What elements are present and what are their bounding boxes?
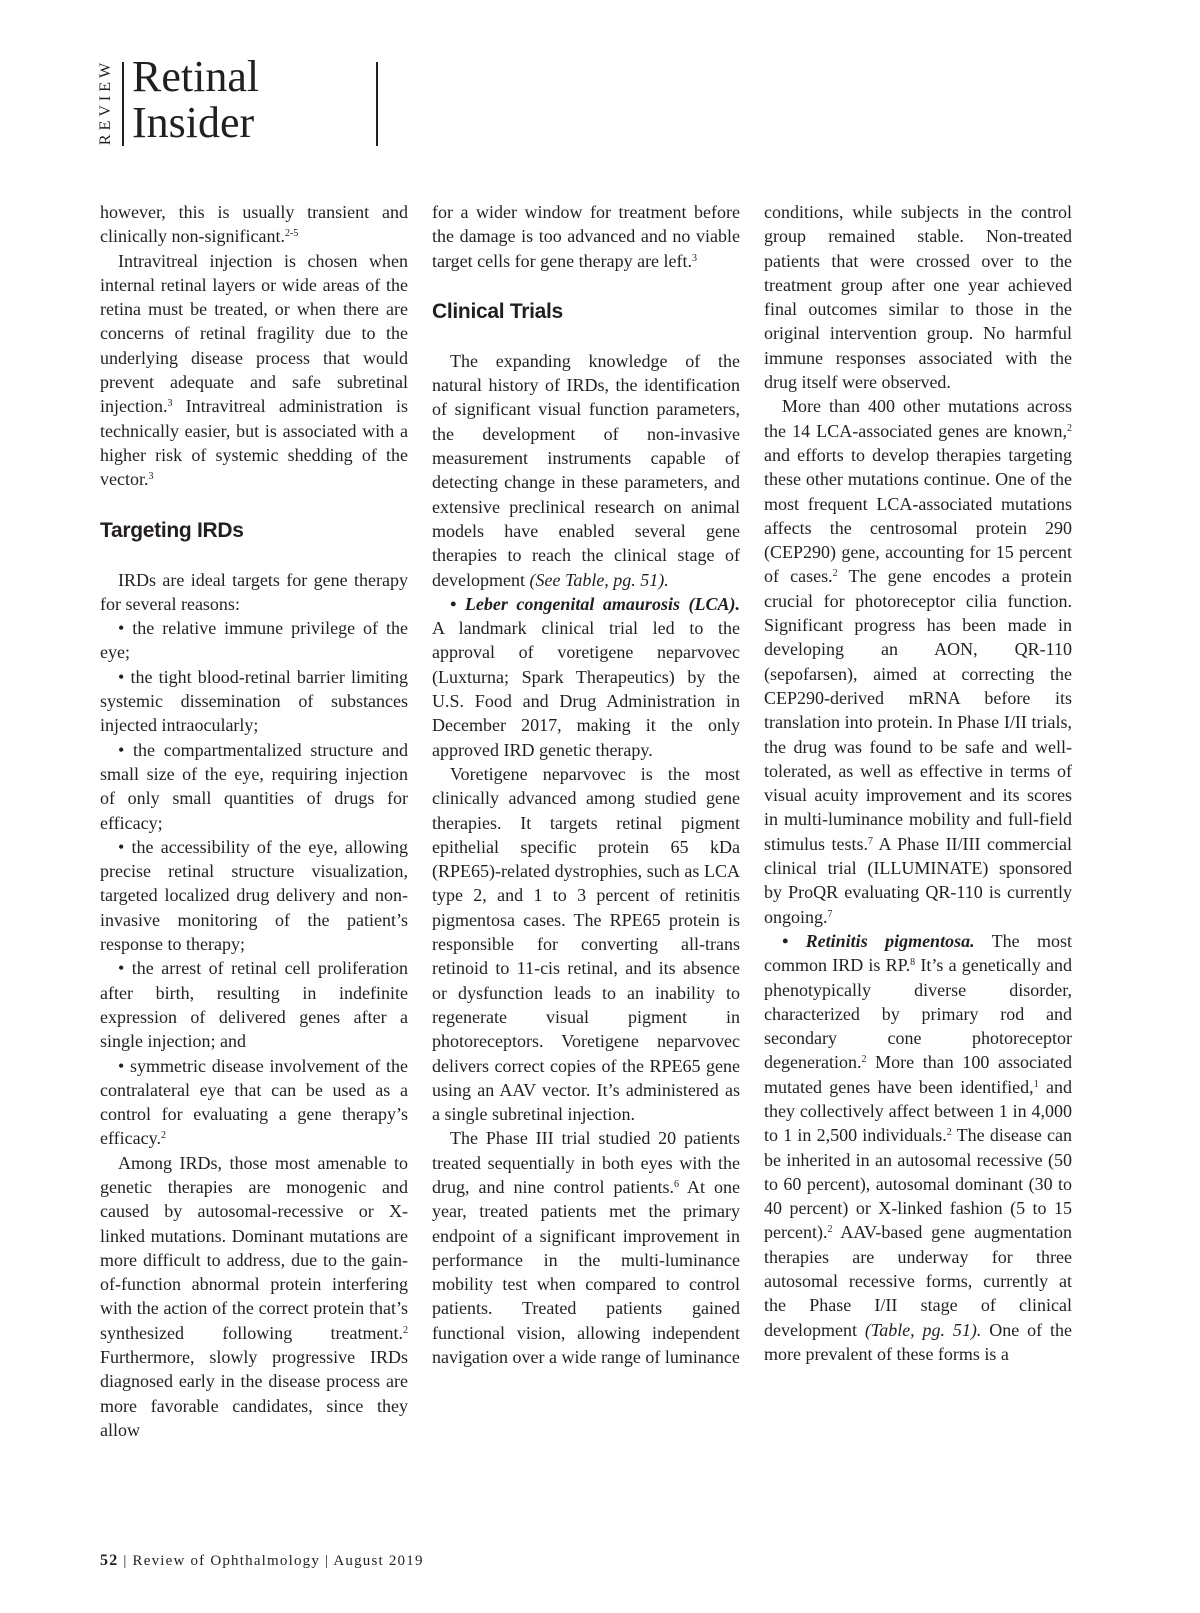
table-reference: (Table, pg. 51). bbox=[864, 1319, 982, 1340]
header-rule-right bbox=[376, 62, 378, 146]
section-heading: Targeting IRDs bbox=[100, 518, 244, 542]
title-line-1: Retinal bbox=[132, 52, 260, 101]
paragraph: conditions, while subjects in the control group remained stable. Non-treated patients that were crossed over to the treatment group after one year achieved final outcomes similar to those in the original intervention group. No harmful immune responses associated with the drug itself were observed. bbox=[764, 202, 1072, 393]
citation: 8 bbox=[910, 957, 916, 969]
title-line-2: Insider bbox=[132, 98, 255, 147]
bullet-item: • the compartmentalized structure and small size of the eye, requiring injection of only small quantities of drugs for efficacy; bbox=[100, 739, 408, 833]
citation: 2 bbox=[827, 1224, 833, 1236]
bullet-item: • the accessibility of the eye, allowing precise retinal structure visualization, targeted localized drug delivery and non-invasive monitoring of the patient’s response to therapy; bbox=[100, 836, 408, 955]
bullet-item: • the relative immune privilege of the eye; bbox=[100, 618, 408, 663]
text-column-2 bbox=[432, 200, 740, 1369]
text-column-3 bbox=[764, 200, 1072, 1366]
paragraph: More than 400 other mutations across the 14 LCA-associated genes are known,$^2$ and efforts to develop therapies targeting these other mutations continue. One of the most frequent LCA-associated mutations affects the centrosomal protein 290 (CEP290) gene, accounting for 15 percent of cases.$^2$ The gene encodes a protein crucial for photoreceptor cilia function. Significant progress has been made in developing an AON, QR-110 (sepofarsen), aimed at correcting the CEP290-derived mRNA before its translation into protein. In Phase I/II trials, the drug was found to be safe and well-tolerated, as well as effective in terms of visual acuity improvement and its scores in multi-luminance mobility and full-field stimulus tests.$^7$ A Phase II/III commercial clinical trial (ILLUMINATE) sponsored by ProQR evaluating QR-110 is currently ongoing.$^7$ bbox=[764, 396, 1073, 927]
paragraph: Intravitreal injection is chosen when internal retinal layers or wide areas of the retina must be treated, or when there are concerns of retinal fragility due to the underlying disease process that would prevent adequate and safe subretinal injection.$^3$ Intravitreal administration is technically easier, but is associated with a higher risk of systemic shedding of the vector.$^3$ bbox=[100, 250, 408, 490]
section-heading: Clinical Trials bbox=[432, 299, 563, 323]
citation: 2 bbox=[946, 1127, 952, 1139]
citation: 6 bbox=[673, 1178, 679, 1190]
section-label-text: REVIEW bbox=[97, 58, 114, 146]
text-column-1 bbox=[100, 200, 408, 1442]
citation: 2 bbox=[861, 1054, 867, 1066]
citation: 7 bbox=[827, 908, 833, 920]
subsection-term: • Retinitis pigmentosa. bbox=[782, 930, 975, 951]
paragraph: • Leber congenital amaurosis (LCA). A landmark clinical trial led to the approval of voretigene neparvovec (Luxturna; Spark Therapeutics) by the U.S. Food and Drug Administration in December 2017, making it the only approved IRD genetic therapy. bbox=[432, 593, 740, 760]
citation: 1 bbox=[1033, 1078, 1039, 1090]
page-number: 52 bbox=[100, 1552, 119, 1569]
section-label bbox=[94, 58, 118, 146]
subsection-term: • Leber congenital amaurosis (LCA). bbox=[450, 593, 740, 614]
paragraph: Voretigene neparvovec is the most clinically advanced among studied gene therapies. It targets retinal pigment epithelial specific protein 65 kDa (RPE65)-related dystrophies, such as LCA type 2, and 1 to 3 percent of retinitis pigmentosa cases. The RPE65 protein is responsible for converting all-trans retinoid to 11-cis retinal, and its absence or dysfunction leads to an inability to regenerate visual pigment in photoreceptors. Voretigene neparvovec delivers correct copies of the RPE65 gene using an AAV vector. It’s administered as a single subretinal injection. bbox=[432, 763, 740, 1125]
citation: 7 bbox=[868, 835, 874, 847]
citation: 2-5 bbox=[284, 228, 299, 240]
citation: 3 bbox=[167, 398, 173, 410]
citation: 3 bbox=[692, 252, 698, 264]
page-footer bbox=[100, 1552, 424, 1570]
column-title bbox=[132, 54, 259, 146]
paragraph: Among IRDs, those most amenable to genetic therapies are monogenic and caused by autosomal-recessive or X-linked mutations. Dominant mutations are more difficult to address, due to the gain-of-function abnormal protein interfering with the action of the correct protein that’s synthesized following treatment.$^2$ Furthermore, slowly progressive IRDs diagnosed early in the disease process are more favorable candidates, since they allow bbox=[100, 1152, 408, 1440]
bullet-item: • the arrest of retinal cell proliferation after birth, resulting in indefinite expression of delivered genes after a single injection; and bbox=[100, 958, 408, 1052]
citation: 3 bbox=[148, 471, 154, 483]
header-rule-left bbox=[122, 62, 124, 146]
citation: 2 bbox=[832, 568, 838, 580]
paragraph: The expanding knowledge of the natural history of IRDs, the identification of significant visual function parameters, the development of non-invasive measurement instruments capable of detecting change in these parameters, and extensive preclinical research on animal models have enabled several gene therapies to reach the clinical stage of development (See Table, pg. 51). bbox=[432, 350, 740, 590]
paragraph: • Retinitis pigmentosa. The most common IRD is RP.$^8$ It’s a genetically and phenotypically diverse disorder, characterized by primary rod and secondary cone photoreceptor degeneration.$^2$ More than 100 associated mutated genes have been identified,$^1$ and they collectively affect between 1 in 4,000 to 1 in 2,500 individuals.$^2$ The disease can be inherited in an autosomal recessive (50 to 60 percent), autosomal dominant (30 to 40 percent) or X-linked fashion (5 to 15 percent).$^2$ AAV-based gene augmentation therapies are underway for three autosomal recessive forms, currently at the Phase I/II stage of clinical development (Table, pg. 51). One of the more prevalent of these forms is a bbox=[764, 930, 1073, 1364]
citation: 2 bbox=[160, 1130, 166, 1142]
bullet-item: • the tight blood-retinal barrier limiting systemic dissemination of substances injected intraocularly; bbox=[100, 666, 408, 736]
citation: 2 bbox=[1067, 422, 1072, 434]
paragraph: The Phase III trial studied 20 patients treated sequentially in both eyes with the drug, and nine control patients.$^6$ At one year, treated patients met the primary endpoint of a significant improvement in performance in the multi-luminance mobility test when compared to control patients. Treated patients gained functional vision, allowing independent navigation over a wide range of luminance bbox=[432, 1128, 740, 1368]
bullet-item: • symmetric disease involvement of the contralateral eye that can be used as a control for evaluating a gene therapy’s efficacy.$^2$ bbox=[100, 1055, 408, 1149]
citation: 2 bbox=[403, 1324, 408, 1336]
footer-text: | Review of Ophthalmology | August 2019 bbox=[118, 1553, 424, 1569]
paragraph: for a wider window for treatment before the damage is too advanced and no viable target cells for gene therapy are left.$^3$ bbox=[432, 202, 740, 271]
paragraph: IRDs are ideal targets for gene therapy for several reasons: bbox=[100, 569, 408, 614]
table-reference: (See Table, pg. 51). bbox=[529, 569, 669, 590]
paragraph: however, this is usually transient and clinically non-significant.$^{2-5}$ bbox=[100, 202, 408, 247]
